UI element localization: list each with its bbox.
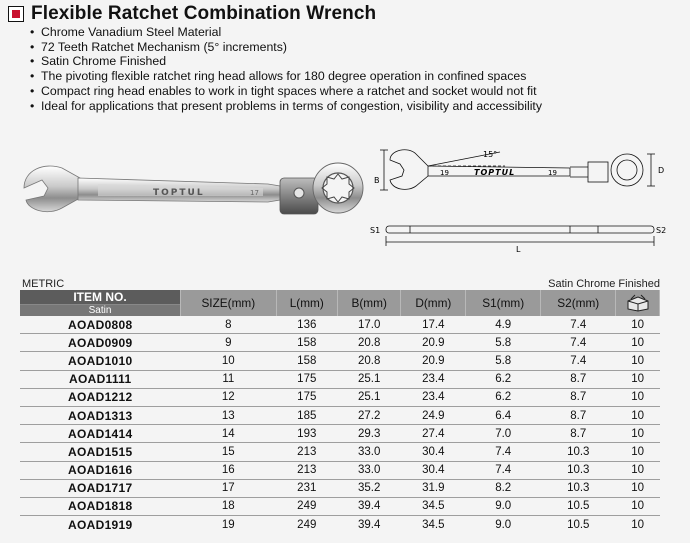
cell-d: 34.5	[401, 497, 466, 515]
box-icon	[626, 294, 650, 312]
cell-s2: 10.5	[567, 518, 590, 531]
table-body	[20, 316, 660, 533]
dim-b-label: B	[374, 176, 380, 185]
cell-qty: 10	[616, 388, 660, 406]
cell-l: 249	[276, 497, 337, 515]
cell-s1: 5.8	[466, 334, 541, 352]
cell-qty: 10	[616, 479, 660, 497]
cell-qty: 10	[616, 497, 660, 515]
cell-b: 27.2	[337, 406, 401, 424]
table-row	[20, 370, 660, 388]
cell-item: AOAD1919	[68, 517, 133, 532]
dim-l-label: L	[516, 245, 521, 254]
feature-list	[30, 25, 542, 113]
cell-b: 20.8	[337, 352, 401, 370]
cell-size: 16	[181, 461, 277, 479]
table-row	[20, 461, 660, 479]
photo-size-mark: 17	[250, 189, 259, 197]
cell-item: AOAD0808	[20, 316, 181, 334]
header-d: D(mm)	[401, 290, 466, 316]
table-header-row	[20, 290, 660, 316]
cell-l: 136	[276, 316, 337, 334]
spec-table	[20, 290, 660, 533]
cell-item: AOAD1818	[20, 497, 181, 515]
cell-size: 12	[181, 388, 277, 406]
dim-s2-label: S2	[656, 226, 667, 235]
cell-s2: 10.3	[541, 443, 616, 461]
cell-s2: 10.3	[541, 461, 616, 479]
cell-item: AOAD1717	[20, 479, 181, 497]
header-size: SIZE(mm)	[181, 290, 277, 316]
cell-item: AOAD1414	[20, 425, 181, 443]
cell-l: 158	[276, 334, 337, 352]
cell-s2: 8.7	[541, 425, 616, 443]
cell-l: 193	[276, 425, 337, 443]
cell-l: 213	[276, 461, 337, 479]
cell-b: 39.4	[337, 497, 401, 515]
cell-size: 10	[181, 352, 277, 370]
cell-size: 14	[181, 425, 277, 443]
feature-item: • Chrome Vanadium Steel Material	[30, 25, 542, 40]
cell-item: AOAD1111	[20, 370, 181, 388]
cell-d: 20.9	[401, 334, 466, 352]
cell-qty: 10	[616, 352, 660, 370]
title-marker-icon	[8, 6, 24, 22]
cell-item: AOAD1010	[20, 352, 181, 370]
cell-qty: 10	[616, 370, 660, 388]
cell-s1: 8.2	[466, 479, 541, 497]
cell-s1: 6.2	[466, 370, 541, 388]
cell-d: 30.4	[401, 443, 466, 461]
cell-size: 18	[181, 497, 277, 515]
table-row	[20, 316, 660, 334]
cell-qty: 10	[616, 461, 660, 479]
table-row	[20, 497, 660, 515]
cell-b: 33.0	[337, 443, 401, 461]
cell-s2: 7.4	[541, 316, 616, 334]
cell-s1: 9.0	[495, 518, 512, 531]
finish-label: Satin Chrome Finished	[548, 278, 660, 290]
title-row	[8, 3, 376, 25]
table-row	[20, 334, 660, 352]
cell-s2: 8.7	[541, 406, 616, 424]
cell-b: 29.3	[337, 425, 401, 443]
cell-s1: 9.0	[466, 497, 541, 515]
cell-size: 11	[181, 370, 277, 388]
table-row	[20, 352, 660, 370]
feature-item: • Satin Chrome Finished	[30, 54, 542, 69]
cell-qty: 10	[616, 406, 660, 424]
cell-qty: 10	[616, 334, 660, 352]
cell-item: AOAD1313	[20, 406, 181, 424]
feature-item: • The pivoting flexible ratchet ring head allows for 180 degree operation in confined spaces	[30, 69, 542, 84]
header-item-sub: Satin	[20, 305, 180, 316]
cell-size: 8	[181, 316, 277, 334]
header-qty	[616, 290, 660, 316]
cell-b: 20.8	[337, 334, 401, 352]
header-b: B(mm)	[337, 290, 401, 316]
cell-l: 231	[276, 479, 337, 497]
cell-qty: 10	[616, 425, 660, 443]
cell-item: AOAD1616	[20, 461, 181, 479]
cell-s2: 7.4	[541, 352, 616, 370]
cell-s1: 4.9	[466, 316, 541, 334]
table-row	[20, 479, 660, 497]
cell-s1: 7.0	[466, 425, 541, 443]
cell-item: AOAD0909	[20, 334, 181, 352]
table-row	[20, 388, 660, 406]
header-s2: S2(mm)	[541, 290, 616, 316]
cell-d: 20.9	[401, 352, 466, 370]
cell-l: 175	[276, 370, 337, 388]
cell-b: 39.4	[358, 518, 381, 531]
cell-qty: 10	[616, 316, 660, 334]
feature-item: • 72 Teeth Ratchet Mechanism (5° increments)	[30, 40, 542, 55]
cell-s2: 10.5	[541, 497, 616, 515]
cell-d: 23.4	[401, 388, 466, 406]
table-row	[20, 425, 660, 443]
cell-b: 17.0	[337, 316, 401, 334]
cell-item: AOAD1212	[20, 388, 181, 406]
cell-d: 27.4	[401, 425, 466, 443]
header-item-label: ITEM NO.	[20, 290, 180, 305]
cell-s2: 7.4	[541, 334, 616, 352]
table-row	[20, 406, 660, 424]
table-row	[20, 443, 660, 461]
cell-qty: 10	[616, 443, 660, 461]
header-s1: S1(mm)	[466, 290, 541, 316]
cell-b: 25.1	[337, 370, 401, 388]
drawing-size-right: 19	[548, 169, 557, 177]
cell-d: 23.4	[401, 370, 466, 388]
dim-s1-label: S1	[370, 226, 381, 235]
cell-l: 158	[276, 352, 337, 370]
feature-item: • Ideal for applications that present problems in terms of congestion, visibility and accessibility	[30, 99, 542, 114]
cell-size: 17	[181, 479, 277, 497]
cell-s2: 8.7	[541, 388, 616, 406]
cell-l: 213	[276, 443, 337, 461]
cell-d: 34.5	[422, 518, 445, 531]
cell-s2: 10.3	[541, 479, 616, 497]
cell-l: 175	[276, 388, 337, 406]
cell-s1: 5.8	[466, 352, 541, 370]
angle-label: 15°	[483, 150, 498, 159]
cell-size: 13	[181, 406, 277, 424]
page-title: Flexible Ratchet Combination Wrench	[31, 3, 377, 24]
cell-l: 185	[276, 406, 337, 424]
cell-size: 9	[181, 334, 277, 352]
cell-d: 24.9	[401, 406, 466, 424]
cell-qty: 10	[631, 518, 645, 531]
cell-b: 25.1	[337, 388, 401, 406]
cell-s1: 6.2	[466, 388, 541, 406]
cell-item: AOAD1515	[20, 443, 181, 461]
cell-s1: 7.4	[466, 461, 541, 479]
header-l: L(mm)	[276, 290, 337, 316]
drawing-size-left: 19	[440, 169, 449, 177]
dim-d-label: D	[658, 166, 665, 175]
cell-s1: 7.4	[466, 443, 541, 461]
unit-system-label: METRIC	[22, 278, 65, 290]
header-item	[20, 290, 181, 316]
cell-d: 17.4	[401, 316, 466, 334]
cell-d: 31.9	[401, 479, 466, 497]
cell-l: 249	[297, 518, 317, 531]
cell-size: 15	[181, 443, 277, 461]
technical-drawing	[370, 140, 680, 255]
cell-b: 35.2	[337, 479, 401, 497]
cell-s1: 6.4	[466, 406, 541, 424]
table-row	[20, 516, 660, 534]
photo-brand: TOPTUL	[153, 188, 205, 198]
drawing-brand: TOPTUL	[474, 168, 516, 177]
feature-item: • Compact ring head enables to work in tight spaces where a ratchet and socket would not fit	[30, 84, 542, 99]
wrench-photo	[18, 160, 368, 235]
cell-size: 19	[221, 518, 235, 531]
cell-s2: 8.7	[541, 370, 616, 388]
cell-d: 30.4	[401, 461, 466, 479]
cell-b: 33.0	[337, 461, 401, 479]
